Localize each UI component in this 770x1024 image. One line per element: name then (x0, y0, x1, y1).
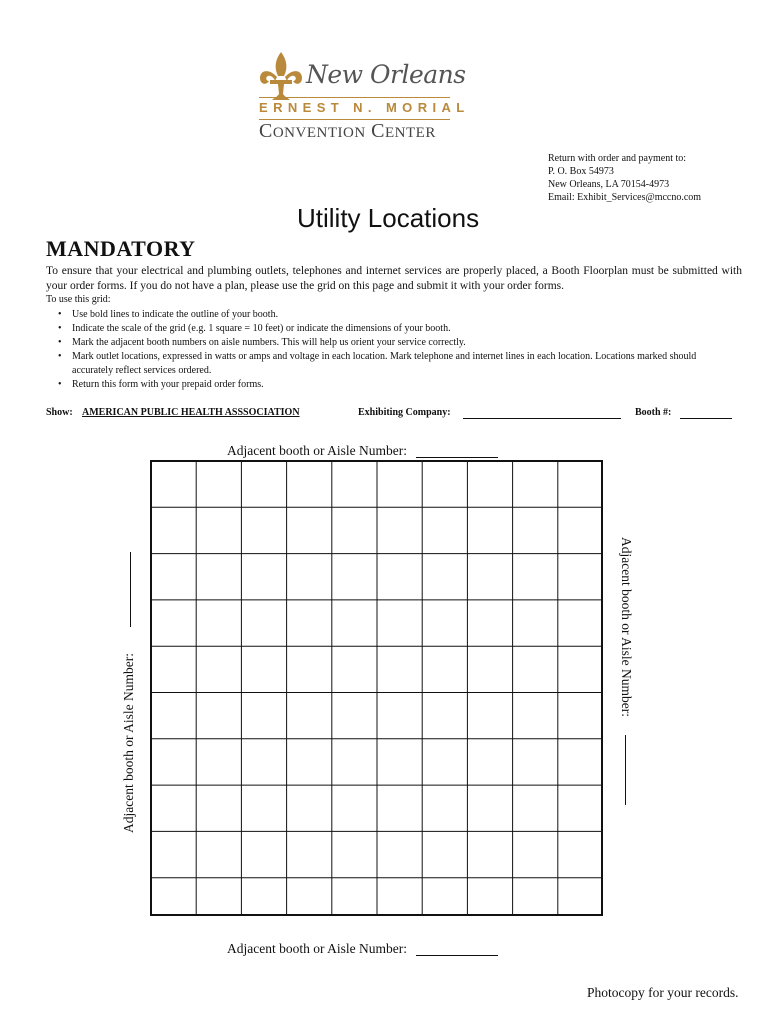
logo-center-name: CONVENTION CENTER (259, 120, 436, 142)
adjacent-label-top: Adjacent booth or Aisle Number: (227, 443, 407, 458)
mandatory-heading: MANDATORY (46, 236, 196, 261)
adjacent-field-top[interactable] (416, 457, 498, 458)
address-line: Return with order and payment to: (548, 153, 687, 164)
booth-number-label: Booth #: (635, 407, 672, 418)
bullet-icon: • (58, 351, 62, 362)
show-label: Show: (46, 407, 73, 418)
adjacent-field-left[interactable] (130, 552, 131, 627)
adjacent-label-bottom: Adjacent booth or Aisle Number: (227, 941, 407, 956)
instruction-item: • Return this form with your prepaid order forms. (58, 379, 264, 390)
address-line: P. O. Box 54973 (548, 166, 614, 177)
instruction-item: • Use bold lines to indicate the outline of your booth. (58, 309, 279, 320)
adjacent-label-right: Adjacent booth or Aisle Number: (619, 537, 634, 717)
convention-center-logo (257, 50, 470, 142)
bullet-icon: • (58, 309, 62, 320)
instruction-item: • Indicate the scale of the grid (e.g. 1 square = 10 feet) or indicate the dimensions of your booth. (58, 323, 451, 334)
booth-floorplan-grid[interactable] (150, 460, 603, 916)
logo-tagline: ERNEST N. MORIAL (259, 100, 470, 115)
address-line: New Orleans, LA 70154-4973 (548, 179, 670, 190)
bullet-icon: • (58, 323, 62, 334)
instruction-list (58, 308, 738, 392)
address-email: Email: Exhibit_Services@mccno.com (548, 192, 702, 203)
booth-number-field[interactable] (680, 418, 732, 419)
logo-tagline-bar (259, 97, 470, 120)
fleur-de-lis-icon (257, 50, 305, 102)
bullet-icon: • (58, 337, 62, 348)
logo-brand-text: New Orleans (306, 60, 466, 89)
adjacent-field-bottom[interactable] (416, 955, 498, 956)
adjacent-field-right[interactable] (625, 735, 626, 805)
return-address (548, 152, 701, 204)
instruction-item: • Mark the adjacent booth numbers on aisle numbers. This will help us orient your service correctly. (58, 337, 466, 348)
grid-instructions-heading: To use this grid: (46, 294, 111, 305)
bullet-icon: • (58, 379, 62, 390)
intro-paragraph: To ensure that your electrical and plumbing outlets, telephones and internet services are properly placed, a Booth Floorplan must be submitted with your order forms. If you do not have a plan, please use the grid on this page and submit it with your order forms. (46, 265, 742, 292)
page-title: Utility Locations (297, 203, 480, 233)
adjacent-label-left: Adjacent booth or Aisle Number: (121, 653, 136, 833)
exhibiting-company-field[interactable] (463, 418, 621, 419)
footer-note: Photocopy for your records. (587, 985, 739, 1000)
exhibiting-company-label: Exhibiting Company: (358, 407, 451, 418)
show-name: AMERICAN PUBLIC HEALTH ASSSOCIATION (82, 407, 300, 418)
instruction-item: • Mark outlet locations, expressed in watts or amps and voltage in each location. Mark telephone and internet lines in each location. Locations marked should accurately reflect services ordered. (58, 351, 697, 376)
